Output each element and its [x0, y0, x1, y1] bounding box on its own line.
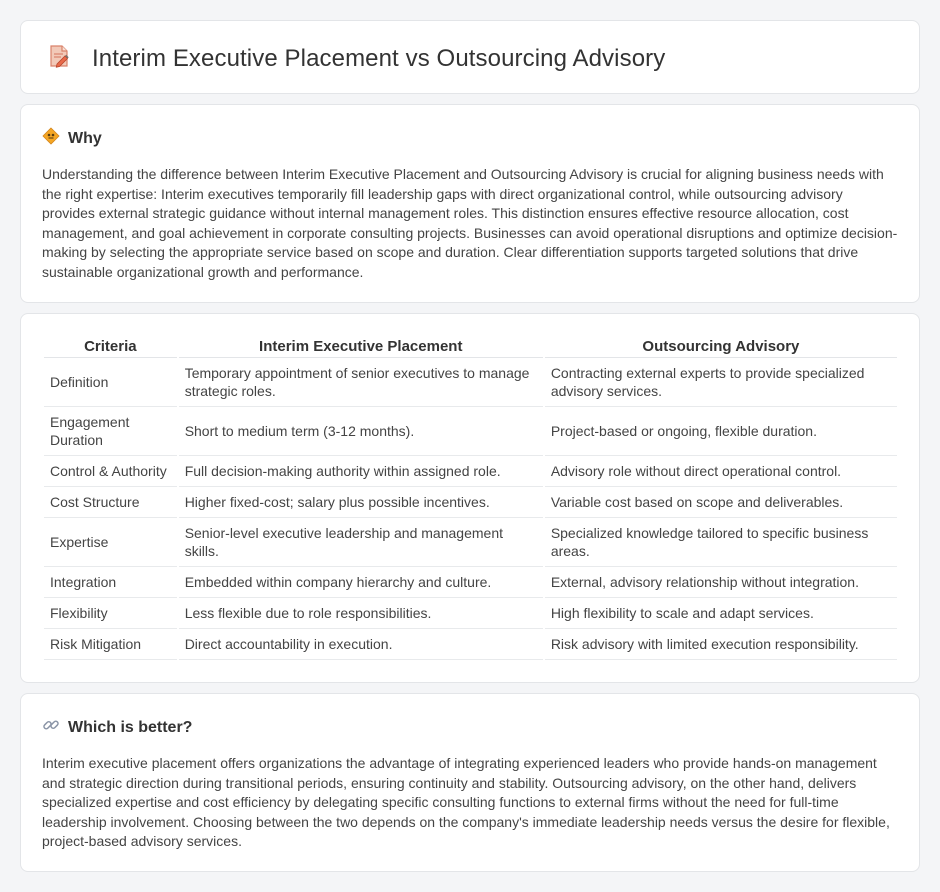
table-row: [44, 456, 897, 487]
table-row: [44, 487, 897, 518]
criteria-cell: Cost Structure: [44, 487, 177, 518]
outsourcing-cell: Variable cost based on scope and deliverables.: [545, 487, 897, 518]
interim-cell: Temporary appointment of senior executives to manage strategic roles.: [179, 358, 543, 407]
better-card: [20, 693, 920, 872]
table-row: [44, 598, 897, 629]
outsourcing-cell: Project-based or ongoing, flexible duration.: [545, 407, 897, 456]
outsourcing-cell: Advisory role without direct operational control.: [545, 456, 897, 487]
better-heading: [42, 716, 192, 739]
interim-cell: Direct accountability in execution.: [179, 629, 543, 660]
page-title: Interim Executive Placement vs Outsourcing Advisory: [92, 44, 666, 72]
interim-cell: Higher fixed-cost; salary plus possible incentives.: [179, 487, 543, 518]
table-row: [44, 567, 897, 598]
diamond-sign-icon: [42, 127, 68, 150]
link-icon: [42, 716, 68, 739]
outsourcing-cell: Specialized knowledge tailored to specific business areas.: [545, 518, 897, 567]
interim-cell: Full decision-making authority within assigned role.: [179, 456, 543, 487]
criteria-cell: Engagement Duration: [44, 407, 177, 456]
criteria-cell: Risk Mitigation: [44, 629, 177, 660]
table-row: [44, 518, 897, 567]
why-card: [20, 104, 920, 303]
interim-cell: Senior-level executive leadership and management skills.: [179, 518, 543, 567]
outsourcing-cell: Contracting external experts to provide specialized advisory services.: [545, 358, 897, 407]
better-title: Which is better?: [68, 718, 193, 736]
interim-cell: Less flexible due to role responsibilities.: [179, 598, 543, 629]
header-interim: Interim Executive Placement: [179, 336, 543, 358]
comparison-card: [20, 313, 920, 683]
table-header-row: [44, 336, 897, 358]
header-outsourcing: Outsourcing Advisory: [545, 336, 897, 358]
interim-cell: Embedded within company hierarchy and culture.: [179, 567, 543, 598]
why-heading: [42, 127, 102, 150]
table-row: [44, 407, 897, 456]
outsourcing-cell: High flexibility to scale and adapt services.: [545, 598, 897, 629]
criteria-cell: Control & Authority: [44, 456, 177, 487]
criteria-cell: Integration: [44, 567, 177, 598]
outsourcing-cell: Risk advisory with limited execution responsibility.: [545, 629, 897, 660]
page-title-row: [46, 43, 665, 74]
comparison-table: [42, 336, 899, 660]
criteria-cell: Definition: [44, 358, 177, 407]
better-text: Interim executive placement offers organizations the advantage of integrating experienced leaders who provide hands-on management and strategic direction during transitional periods, ensuring continuity and stability. Outsourcing advisory, on the other hand, delivers specialized expertise and cost efficiency by delegating specific consulting functions to external firms without the need for full-time leadership involvement. Choosing between the two depends on the company's immediate leadership needs versus the desire for flexible, project-based advisory services.: [42, 755, 890, 849]
table-row: [44, 629, 897, 660]
header-criteria: Criteria: [44, 336, 177, 358]
interim-cell: Short to medium term (3-12 months).: [179, 407, 543, 456]
why-text: Understanding the difference between Interim Executive Placement and Outsourcing Advisory is crucial for aligning business needs with the right expertise: Interim executives temporarily fill leadership gaps with direct organizational control, while outsourcing advisory provides external strategic guidance without internal management roles. This distinction ensures effective resource allocation, cost management, and goal achievement in corporate consulting projects. Businesses can avoid operational disruptions and optimize decision-making by selecting the appropriate service based on scope and duration. Clear differentiation supports targeted solutions that drive sustainable organizational growth and performance.: [42, 166, 898, 280]
table-row: [44, 358, 897, 407]
criteria-cell: Expertise: [44, 518, 177, 567]
outsourcing-cell: External, advisory relationship without integration.: [545, 567, 897, 598]
why-title: Why: [68, 129, 102, 147]
criteria-cell: Flexibility: [44, 598, 177, 629]
header-card: [20, 20, 920, 94]
document-edit-icon: [46, 43, 92, 74]
